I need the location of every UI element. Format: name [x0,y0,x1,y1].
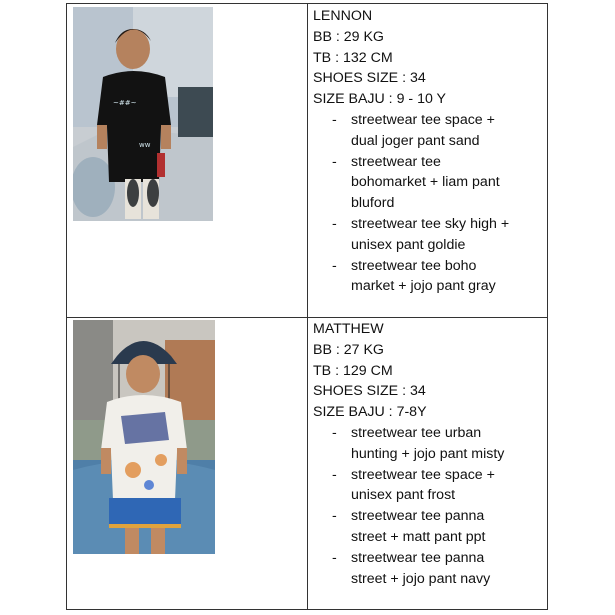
model-name: LENNON [313,8,373,24]
outfit-text: streetwear tee sky high + unisex pant goldie [351,215,510,253]
bullet-dash: - [332,424,337,441]
shoe-size: SHOES SIZE : 34 [313,383,426,400]
outfit-text: streetwear tee bohomarket + liam pant bluford [351,153,500,212]
bullet-dash: - [332,257,337,274]
row-divider [67,317,547,318]
svg-text:ww: ww [139,141,151,149]
body-height: TB : 132 CM [313,49,393,66]
body-weight: BB : 29 KG [313,28,384,45]
outfit-text: streetwear tee boho market + jojo pant gray [351,257,496,295]
outfit-list [313,423,543,589]
bullet-dash: - [332,549,337,566]
size-chart-table [66,3,548,610]
svg-text:~##~: ~##~ [113,99,137,107]
shirt-size: SIZE BAJU : 7-8Y [313,404,427,421]
outfit-list [313,110,543,297]
list-item [313,506,543,548]
bullet-dash: - [332,153,337,170]
model-info-matthew [313,319,543,589]
list-item [313,110,543,152]
outfit-text: streetwear tee urban hunting + jojo pant misty [351,424,505,462]
outfit-text: streetwear tee space + unisex pant frost [351,466,495,504]
bullet-dash: - [332,466,337,483]
list-item [313,465,543,507]
model-photo-lennon [73,7,213,221]
list-item [313,423,543,465]
model-name: MATTHEW [313,321,384,337]
list-item [313,152,543,214]
body-weight: BB : 27 KG [313,341,384,358]
list-item [313,256,543,298]
bullet-dash: - [332,215,337,232]
column-divider [307,4,308,609]
outfit-text: streetwear tee space + dual joger pant sand [351,111,495,149]
shirt-size: SIZE BAJU : 9 - 10 Y [313,91,446,108]
bullet-dash: - [332,111,337,128]
body-height: TB : 129 CM [313,362,393,379]
outfit-text: streetwear tee panna street + matt pant ppt [351,508,486,545]
bullet-dash: - [332,508,337,525]
model-photo-matthew [73,320,215,554]
shoe-size: SHOES SIZE : 34 [313,70,426,87]
list-item [313,214,543,256]
outfit-text: streetwear tee panna street + jojo pant navy [351,549,491,587]
model-info-lennon [313,6,543,297]
list-item [313,548,543,590]
